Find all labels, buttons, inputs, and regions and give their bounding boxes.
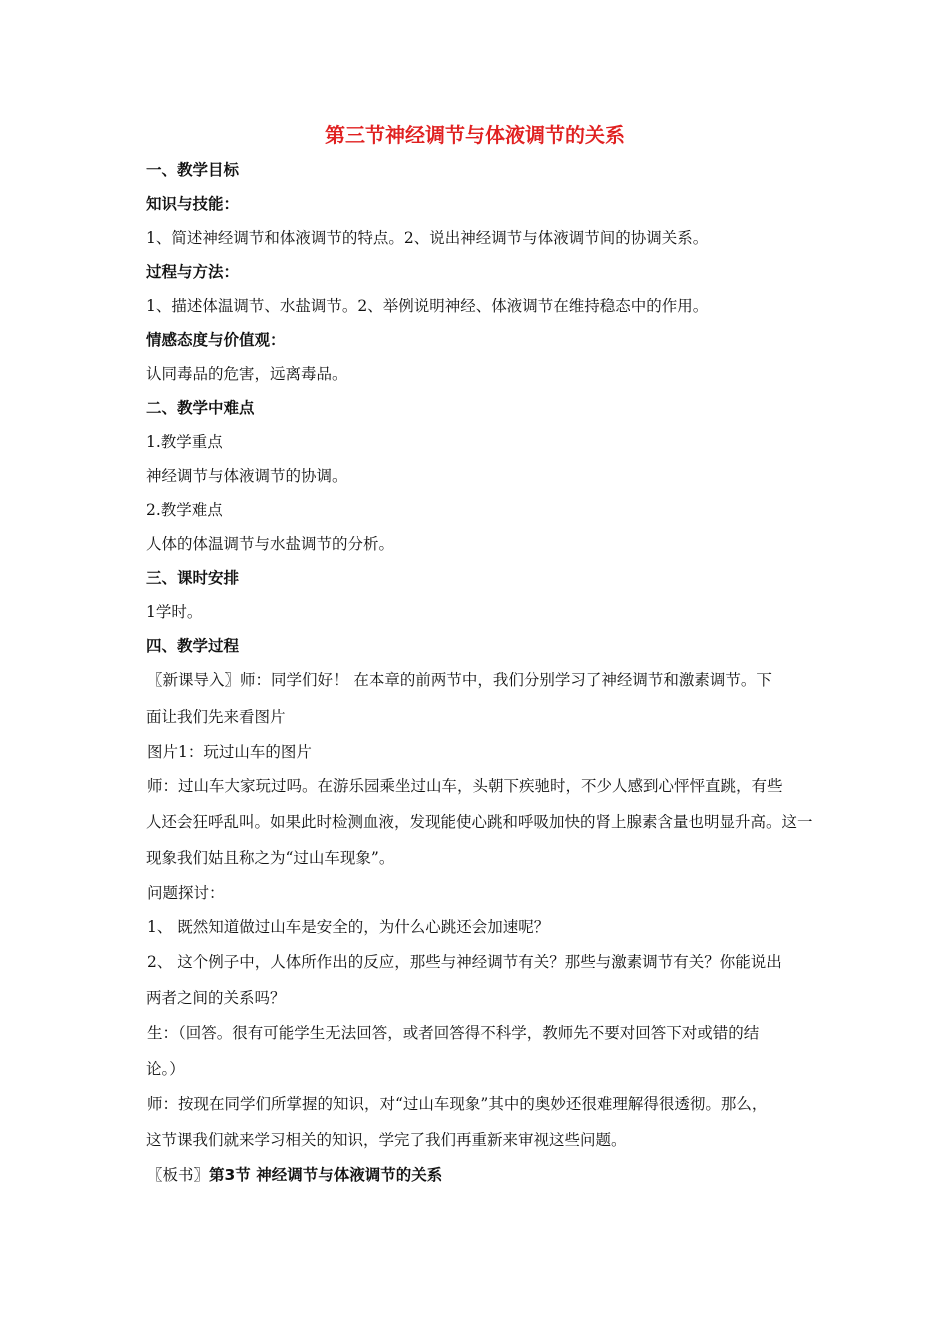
- paragraph: 人还会狂呼乱叫。如果此时检测血液，发现能使心跳和呼吸加快的肾上腺素含量也明显升高。这一: [146, 813, 813, 831]
- paragraph: 面让我们先来看图片: [146, 708, 286, 726]
- paragraph: 1.教学重点: [146, 433, 223, 451]
- paragraph: 1、 既然知道做过山车是安全的，为什么心跳还会加速呢？: [147, 918, 550, 936]
- paragraph: 生：（回答。很有可能学生无法回答，或者回答得不科学，教师先不要对回答下对或错的结: [147, 1024, 760, 1042]
- paragraph: 1、描述体温调节、水盐调节。2、举例说明神经、体液调节在维持稳态中的作用。: [146, 297, 709, 315]
- board-line: [147, 1162, 837, 1188]
- paragraph: 〖新课导入〗师：同学们好！ 在本章的前两节中，我们分别学习了神经调节和激素调节。下: [147, 671, 772, 689]
- board-prefix: 〖板书〗: [147, 1166, 210, 1184]
- paragraph: 师：按现在同学们所掌握的知识，对“过山车现象”其中的奥妙还很难理解得很透彻。那么，: [147, 1095, 768, 1113]
- paragraph: 图片1：玩过山车的图片: [147, 743, 312, 761]
- section-heading: 一、教学目标: [146, 161, 240, 179]
- section-heading: 二、教学中难点: [146, 399, 255, 417]
- paragraph: 这节课我们就来学习相关的知识，学完了我们再重新来审视这些问题。: [146, 1131, 627, 1149]
- paragraph: 2、 这个例子中，人体所作出的反应，那些与神经调节有关？那些与激素调节有关？你能说出: [147, 953, 782, 971]
- document-title: 第三节神经调节与体液调节的关系: [325, 123, 625, 147]
- section-heading: 四、教学过程: [146, 637, 240, 655]
- paragraph: 论。）: [146, 1060, 185, 1078]
- paragraph: 1学时。: [146, 603, 203, 621]
- section-heading: 三、课时安排: [146, 569, 240, 587]
- paragraph: 现象我们姑且称之为“过山车现象”。: [146, 849, 395, 867]
- paragraph: 神经调节与体液调节的协调。: [146, 467, 348, 485]
- paragraph: 1、简述神经调节和体液调节的特点。2、说出神经调节与体液调节间的协调关系。: [146, 229, 709, 247]
- paragraph: 两者之间的关系吗？: [146, 989, 286, 1007]
- paragraph: 问题探讨：: [147, 884, 225, 902]
- paragraph: 人体的体温调节与水盐调节的分析。: [146, 535, 395, 553]
- board-title: 第3节 神经调节与体液调节的关系: [209, 1166, 443, 1184]
- paragraph: 2.教学难点: [146, 501, 223, 519]
- paragraph: 师：过山车大家玩过吗。在游乐园乘坐过山车，头朝下疾驰时，不少人感到心怦怦直跳，有些: [147, 777, 783, 795]
- subheading: 知识与技能：: [146, 195, 240, 213]
- paragraph: 认同毒品的危害，远离毒品。: [146, 365, 348, 383]
- subheading: 过程与方法：: [146, 263, 240, 281]
- subheading: 情感态度与价值观：: [146, 331, 286, 349]
